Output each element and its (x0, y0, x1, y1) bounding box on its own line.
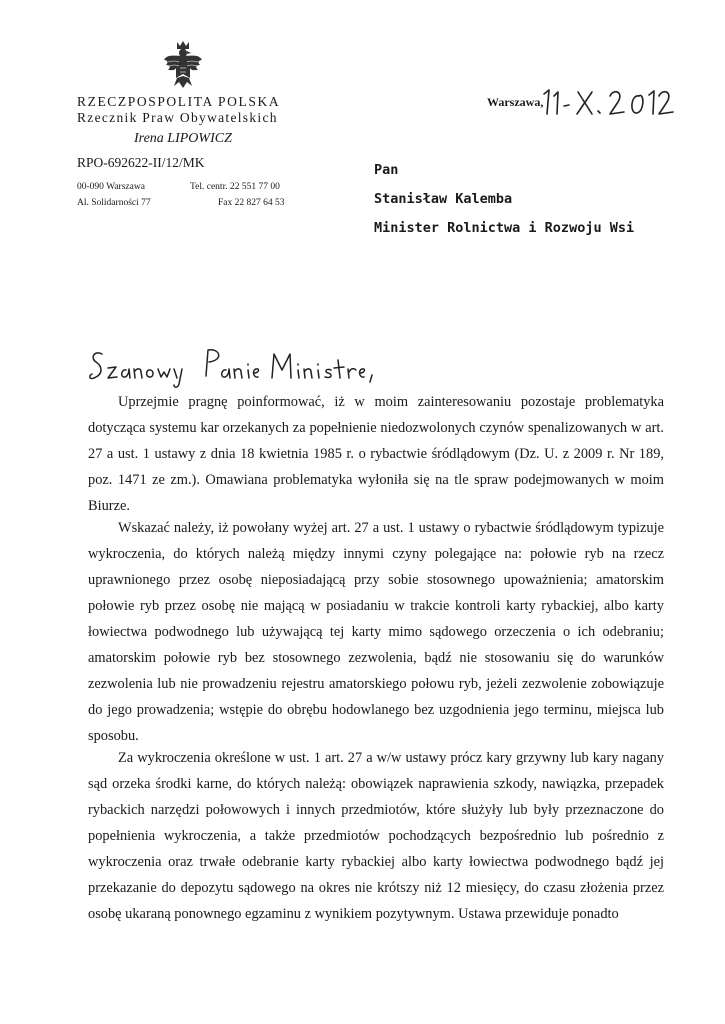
fax-number: Fax 22 827 64 53 (218, 198, 285, 208)
address-street-line: Al. Solidarności 77 (77, 198, 151, 208)
phone-number: Tel. centr. 22 551 77 00 (190, 182, 280, 192)
organization-name: RZECZPOSPOLITA POLSKA (77, 94, 281, 109)
address-postal-line: 00-090 Warszawa (77, 182, 145, 192)
recipient-honorific: Pan (374, 162, 399, 178)
handwritten-date (540, 84, 675, 118)
body-paragraph: Uprzejmie pragnę poinformować, iż w moim zainteresowaniu pozostaje problematyka dotycząca systemu kar orzekanych za popełnienie niedozwolonych czynów spenalizowanych w art. 27 a ust. 1 ustawy z dnia 18 kwietnia 1985 r. o rybactwie śródlądowym (Dz. U. z 2009 r. Nr 189, poz. 1471 ze zm.). Omawiana problematyka wyłoniła się na tle spraw podejmowanych w moim Biurze. (88, 394, 664, 514)
body-paragraph: Za wykroczenia określone w ust. 1 art. 27 a w/w ustawy prócz kary grzywny lub kary nagany sąd orzeka środki karne, do których należą: obowiązek naprawienia szkody, nawiązka, przepadek rybackich narzędzi połowowych i innych przedmiotów, które służyły lub były przeznaczone do popełnienia wykroczenia, a także przedmiotów pochodzących bezpośrednio lub pośrednio z wykroczenia oraz trwałe odebranie karty rybackiej albo karty łowiectwa podwodnego bądź jej przekazanie do depozytu sądowego na okres nie krótszy niż 12 miesięcy, do czasu złożenia przez osobę ukaraną ponownego egzaminu z wynikiem pozytywnym. Ustawa przewiduje ponadto (88, 750, 664, 922)
organization-subtitle: Rzecznik Praw Obywatelskich (77, 110, 278, 125)
polish-eagle-emblem (163, 38, 203, 90)
recipient-name: Stanisław Kalemba (374, 191, 513, 207)
recipient-title: Minister Rolnictwa i Rozwoju Wsi (374, 220, 635, 236)
reference-number: RPO-692622-II/12/MK (77, 155, 205, 170)
ombudsman-name: Irena LIPOWICZ (134, 131, 232, 146)
dateline-city: Warszawa, (487, 95, 544, 109)
handwritten-salutation (88, 342, 388, 390)
body-paragraph: Wskazać należy, iż powołany wyżej art. 27 a ust. 1 ustawy o rybactwie śródlądowym typizuje wykroczenia, do których należą między innymi czyny polegające na: połowie ryb na rzecz uprawnionego przez osobę nieposiadającą przy sobie stosownego upoważnienia; amatorskim połowie ryb przez osobę nie mającą w posiadaniu w trakcie kontroli karty rybackiej, albo karty łowiectwa podwodnego lub używającą tej karty mimo sądowego orzeczenia o ich odebraniu; amatorskim połowie ryb bez stosownego zezwolenia, bądź nie stosowaniu się do warunków zezwolenia lub nie prowadzeniu rejestru amatorskiego połowu ryb, jeżeli zezwolenie zobowiązuje do jego prowadzenia; wstępie do obrębu hodowlanego bez uzgodnienia jego terminu, miejsca lub sposobu. (88, 520, 664, 744)
